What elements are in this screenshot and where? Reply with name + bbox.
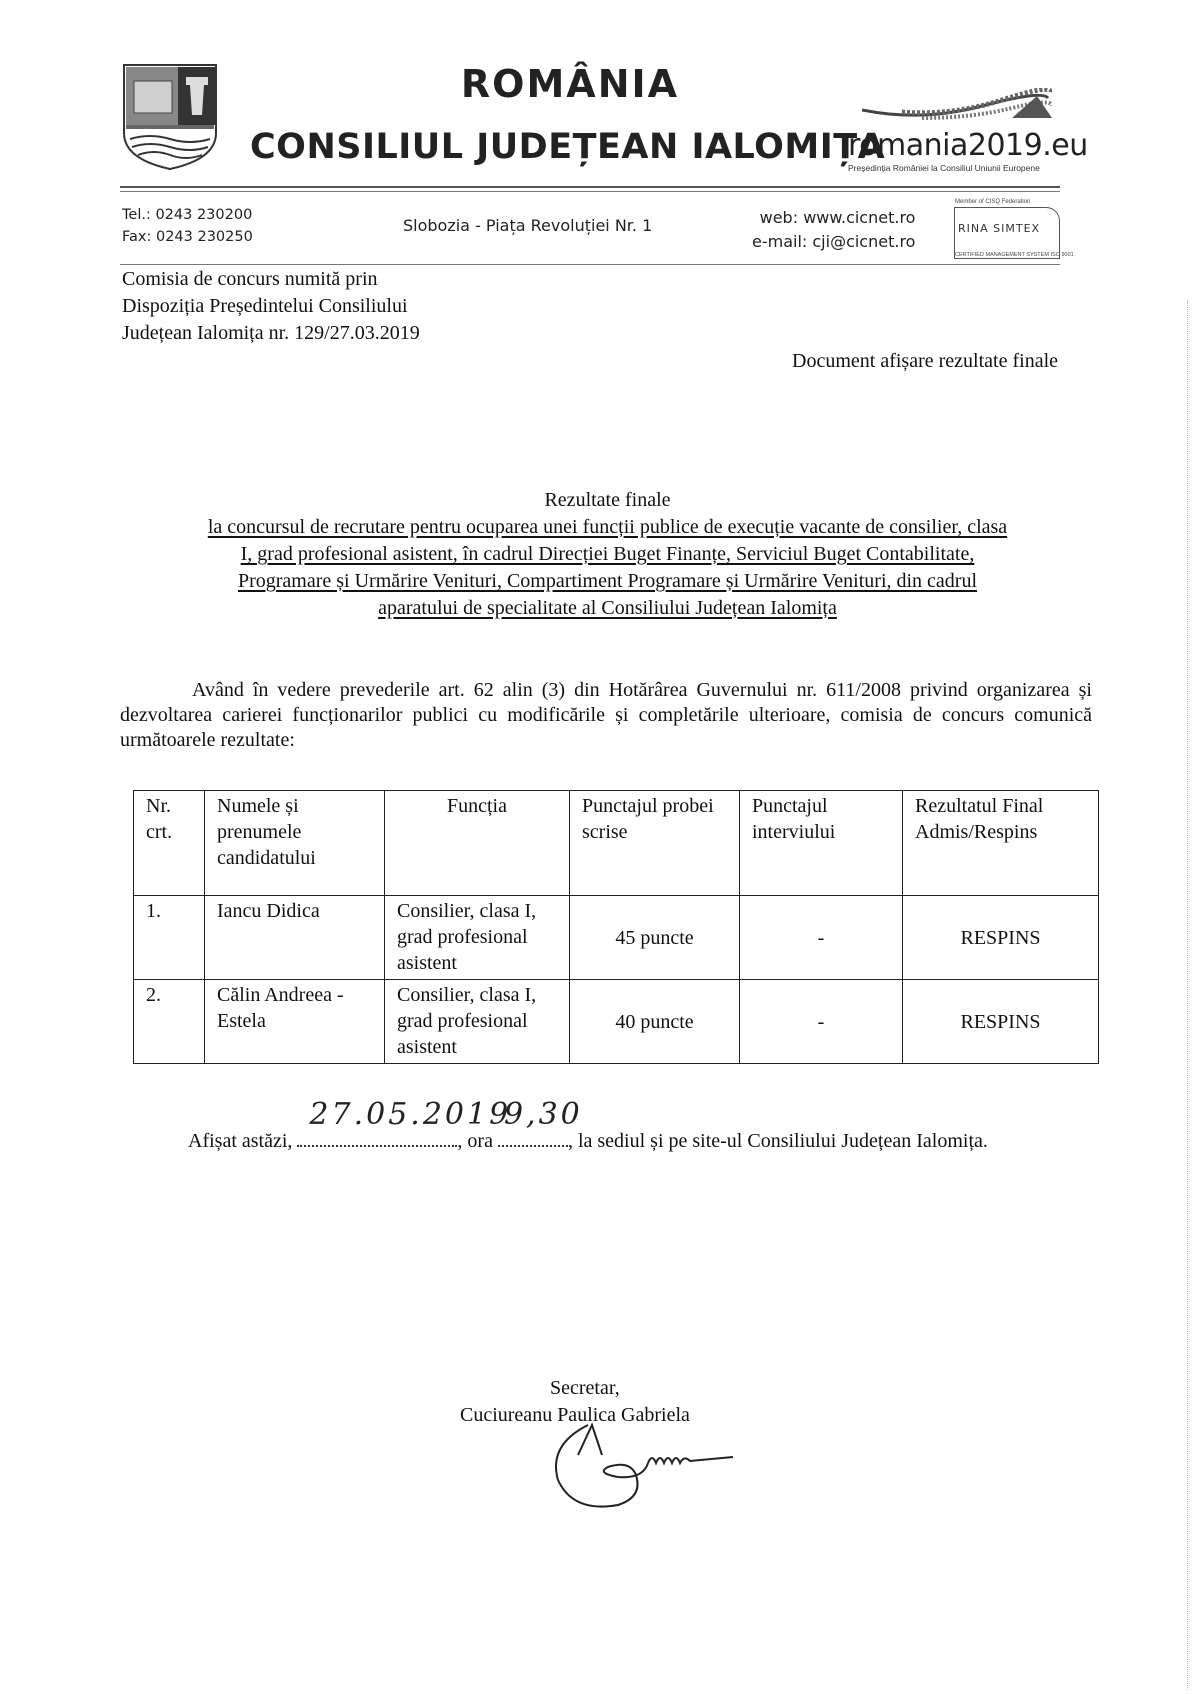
cell-written-score: 45 puncte <box>570 896 740 980</box>
commission-line: Dispoziția Președintelui Consiliului <box>122 295 408 317</box>
header-result: Rezultatul Final Admis/Respins <box>903 791 1099 896</box>
results-subtitle-line: I, grad profesional asistent, în cadrul Direcției Buget Finanțe, Serviciul Buget Contabilitate, <box>240 543 975 565</box>
posting-prefix: Afișat astăzi, <box>188 1130 293 1152</box>
posting-time-field <box>498 1097 583 1147</box>
romania2019-logo-subtitle: Președinția României la Consiliul Uniunii Europene <box>848 163 1040 173</box>
results-title-block <box>115 487 1100 622</box>
header-nr: Nr. crt. <box>134 791 205 896</box>
cell-interview-score: - <box>740 980 903 1064</box>
cell-function: Consilier, clasa I, grad profesional asistent <box>385 896 570 980</box>
intro-paragraph <box>120 678 1092 753</box>
header-divider-top-secondary <box>120 191 1060 192</box>
commission-line: Comisia de concurs numită prin <box>122 268 378 290</box>
document-label: Document afișare rezultate finale <box>792 350 1058 372</box>
signatory-name: Cuciureanu Paulica Gabriela <box>460 1404 690 1426</box>
institution-title: CONSILIUL JUDEȚEAN IALOMIȚA <box>250 127 886 167</box>
handwritten-signature-icon <box>548 1405 738 1515</box>
country-title: ROMÂNIA <box>460 62 680 106</box>
cell-result: RESPINS <box>903 980 1099 1064</box>
intro-paragraph-text: Având în vedere prevederile art. 62 alin (3) din Hotărârea Guvernului nr. 611/2008 privind organizarea și dezvoltarea carierei funcționarilor publici cu modificările și completările ulterioare, comisia de concurs comunică următoarele rezultate: <box>120 679 1092 751</box>
results-subtitle-line: Programare și Urmărire Venituri, Compartiment Programare și Urmărire Venituri, din cadrul <box>237 570 978 592</box>
table-row <box>134 980 1099 1064</box>
certification-main-text: RINA SIMTEX <box>958 222 1041 235</box>
phone-number: Tel.: 0243 230200 <box>122 207 253 223</box>
cell-interview-score: - <box>740 896 903 980</box>
county-coat-of-arms-icon <box>122 63 218 171</box>
header-name: Numele și prenumele candidatului <box>205 791 385 896</box>
contact-phone-fax <box>122 204 253 248</box>
website: web: www.cicnet.ro <box>759 208 916 227</box>
cell-written-score: 40 puncte <box>570 980 740 1064</box>
certification-bottom-text: CERTIFIED MANAGEMENT SYSTEM ISO 9001 <box>955 252 1074 258</box>
commission-line: Județean Ialomița nr. 129/27.03.2019 <box>122 322 420 344</box>
cell-nr: 2. <box>134 980 205 1064</box>
header-written-score: Punctajul probei scrise <box>570 791 740 896</box>
handwritten-time: 9,30 <box>503 1097 583 1132</box>
header-divider-bottom <box>120 264 1060 265</box>
cell-name: Călin Andreea -Estela <box>205 980 385 1064</box>
scan-edge-artifact <box>1187 300 1189 1690</box>
handwritten-date: 27.05.2019 <box>309 1097 512 1132</box>
table-header-row <box>134 791 1099 896</box>
table-row <box>134 896 1099 980</box>
commission-reference <box>122 266 420 347</box>
signatory-role: Secretar, <box>550 1377 620 1399</box>
results-subtitle-line: aparatului de specialitate al Consiliului Județean Ialomița <box>378 597 837 619</box>
posting-statement: Afișat astăzi, 27.05.2019 , ora 9,30 , la sediul și pe site-ul Consiliului Județean Ialomița. <box>188 1097 988 1152</box>
contact-web-email <box>752 206 915 254</box>
email-address: e-mail: cji@cicnet.ro <box>752 232 916 251</box>
header-interview-score: Punctajul interviului <box>740 791 903 896</box>
romania2019-logo-icon <box>862 88 1052 132</box>
cell-function: Consilier, clasa I, grad profesional asistent <box>385 980 570 1064</box>
posting-middle: ora <box>467 1130 493 1152</box>
cell-result: RESPINS <box>903 896 1099 980</box>
results-table <box>133 790 1099 1064</box>
cell-name: Iancu Didica <box>205 896 385 980</box>
header-function: Funcția <box>385 791 570 896</box>
results-heading: Rezultate finale <box>544 489 671 511</box>
posting-suffix: , la sediul și pe site-ul Consiliului Județean Ialomița. <box>567 1130 988 1152</box>
header-divider-top <box>120 186 1060 188</box>
romania2019-logo-text: romania2019.eu <box>848 128 1088 163</box>
results-subtitle-line: la concursul de recrutare pentru ocuparea unei funcții publice de execuție vacante de consilier, clasa <box>207 516 1008 538</box>
certification-top-text: Member of CISQ Federation <box>955 199 1031 205</box>
address: Slobozia - Piața Revoluției Nr. 1 <box>403 216 653 235</box>
fax-number: Fax: 0243 230250 <box>122 229 253 245</box>
cell-nr: 1. <box>134 896 205 980</box>
